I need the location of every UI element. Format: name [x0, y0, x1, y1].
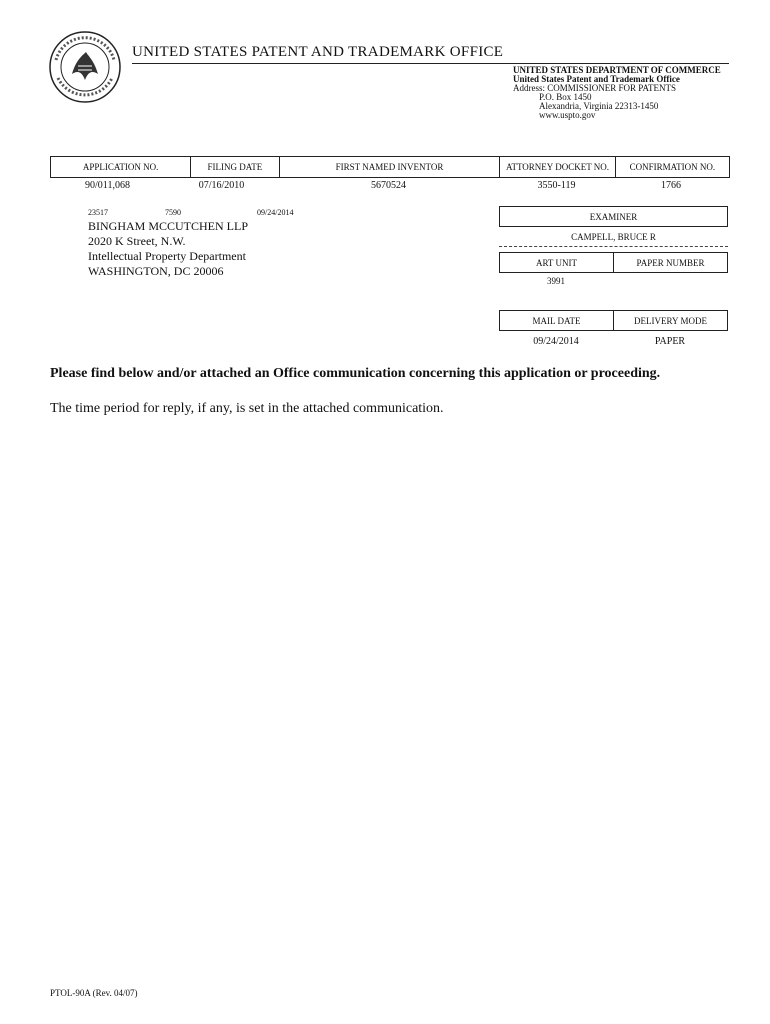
header-rule: [132, 63, 729, 64]
examiner-name: CAMPELL, BRUCE R: [571, 232, 656, 242]
art-unit-label: ART UNIT: [535, 257, 578, 268]
office-notice: Please find below and/or attached an Office communication concerning this application or proceeding.: [50, 366, 661, 381]
address-line-4: WASHINGTON, DC 20006: [88, 264, 224, 278]
address-codes: [88, 208, 293, 217]
application-header-row: [50, 156, 730, 178]
uspto-seal-icon: [48, 30, 122, 104]
address-date: 09/24/2014: [257, 208, 294, 217]
dept-line-5: Alexandria, Virginia 22313-1450: [539, 101, 659, 111]
header-filing-date: FILING DATE: [191, 157, 279, 177]
dept-line-4: P.O. Box 1450: [539, 92, 592, 102]
header-confirmation-no: CONFIRMATION NO.: [629, 162, 716, 172]
customer-code: 23517: [88, 208, 108, 217]
art-unit-value: 3991: [547, 276, 565, 286]
header-attorney-docket-no: ATTORNEY DOCKET NO.: [500, 157, 615, 177]
value-confirmation-no: 1766: [661, 180, 681, 191]
delivery-mode-label: DELIVERY MODE: [613, 311, 727, 330]
address-line-1: BINGHAM MCCUTCHEN LLP: [88, 219, 249, 233]
examiner-label: EXAMINER: [499, 206, 728, 227]
application-values-row: [50, 180, 728, 194]
paper-number-label: PAPER NUMBER: [613, 253, 727, 272]
dept-line-3: Address: COMMISSIONER FOR PATENTS: [513, 83, 676, 93]
value-attorney-docket-no: 3550-119: [537, 180, 576, 191]
department-block: [513, 66, 721, 120]
mail-date-value: 09/24/2014: [533, 336, 579, 347]
header-application-no: APPLICATION NO.: [51, 157, 191, 177]
value-filing-date: 07/16/2010: [198, 180, 245, 191]
art-unit-header: [499, 252, 728, 273]
examiner-divider: [499, 246, 728, 247]
dept-line-1: UNITED STATES DEPARTMENT OF COMMERCE: [513, 65, 721, 75]
dept-line-6: www.uspto.gov: [539, 110, 596, 120]
mail-date-label: MAIL DATE: [532, 315, 581, 326]
value-application-no: 90/011,068: [85, 180, 130, 191]
header-first-named-inventor: FIRST NAMED INVENTOR: [280, 157, 501, 177]
agency-title: UNITED STATES PATENT AND TRADEMARK OFFICE: [132, 44, 504, 60]
address-line-3: Intellectual Property Department: [88, 249, 246, 263]
delivery-mode-value: PAPER: [654, 336, 686, 347]
dept-line-2: United States Patent and Trademark Office: [513, 74, 680, 84]
form-id: PTOL-90A (Rev. 04/07): [50, 988, 138, 998]
route-code: 7590: [165, 208, 181, 217]
mail-date-header: [499, 310, 728, 331]
value-first-named-inventor: 5670524: [371, 180, 406, 191]
reply-period-text: The time period for reply, if any, is set in the attached communication.: [50, 401, 444, 416]
mailing-address: [88, 219, 248, 279]
address-line-2: 2020 K Street, N.W.: [88, 234, 186, 248]
